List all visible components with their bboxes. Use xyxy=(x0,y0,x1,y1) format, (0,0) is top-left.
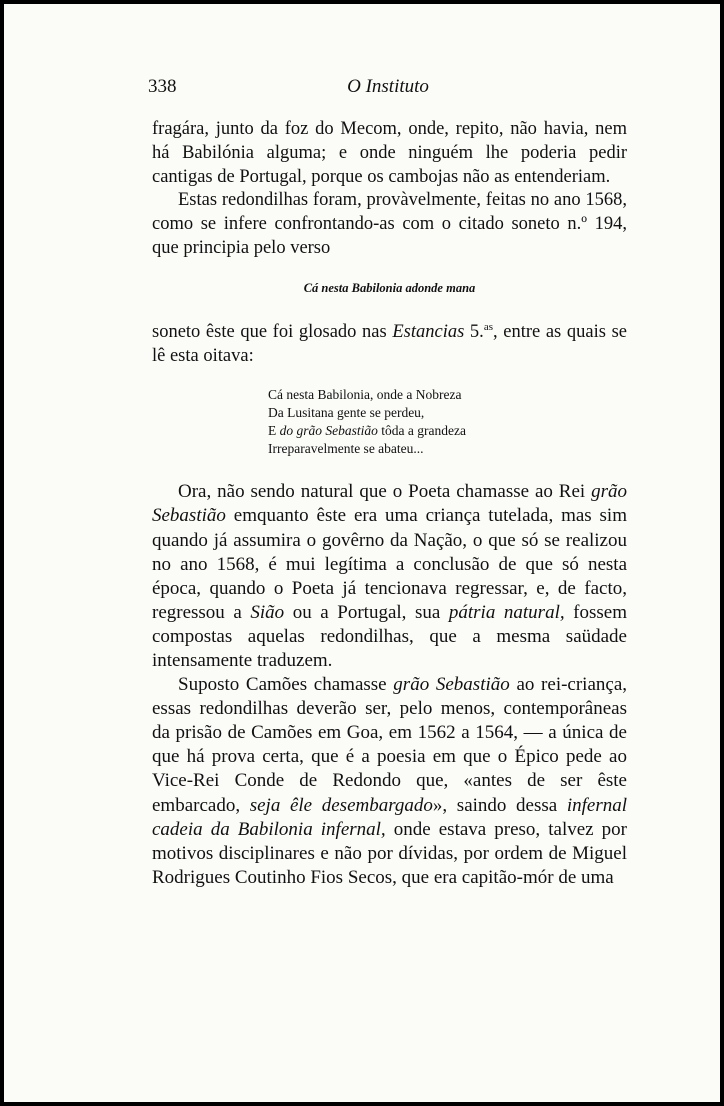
running-title: O Instituto xyxy=(347,76,429,97)
stanza-line: Cá nesta Babilonia, onde a Nobreza xyxy=(268,386,462,402)
page-number: 338 xyxy=(148,76,177,97)
paragraph-suposto: Suposto Camões chamasse grão Sebastião ao rei-criança, essas redondilhas deverão ser, pelo menos, contemporâneas da prisão de Camões em Goa, em 1562 a 1564, — a única de que há prova certa, que é a poesia em que o Épico pede ao Vice-Rei Conde de Redondo que, «antes de ser êste embarcado, seja êle desembargado», saindo dessa infernal cadeia da Babilonia infernal, onde estava preso, talvez por motivos disciplinares e não por dívidas, por ordem de Miguel Rodrigues Coutinho Fios Secos, que era capitão-mór de uma xyxy=(152,674,628,888)
page-header xyxy=(148,76,628,106)
text-block-second xyxy=(152,480,627,890)
superscript-as: as xyxy=(483,320,493,333)
paragraph-redondilhas: Estas redondilhas foram, provàvelmente, feitas no ano 1568, como se infere confrontando-as com o citado soneto n.º 194, que principia pelo verso xyxy=(152,190,627,258)
paragraph-continuation: fragára, junto da foz do Mecom, onde, repito, não havia, nem há Babilónia alguma; e onde ninguém lhe poderia pedir cantigas de Portugal, porque os cambojas não as entenderiam. xyxy=(152,119,627,187)
paragraph-soneto: soneto êste que foi glosado nas Estancias 5.$^{as}$, entre as quais se lê esta oitava: xyxy=(152,320,627,366)
quoted-verse: Cá nesta Babilonia adonde mana xyxy=(303,280,476,295)
stanza-oitava xyxy=(268,386,627,459)
book-page xyxy=(4,4,720,1102)
stanza-line: E do grão Sebastião tôda a grandeza xyxy=(268,422,466,438)
italic-estancias: Estancias xyxy=(392,321,465,342)
paragraph-ora: Ora, não sendo natural que o Poeta chamasse ao Rei grão Sebastião emquanto êste era uma criança tutelada, mas sim quando já assumira o govêrno da Nação, o que só se realizou no ano 1568, é mui legítima a conclusão de que só nesta época, quando o Poeta já tencionava regressar, e, de facto, regressou a Sião ou a Portugal, sua pátria natural, fossem compostas aquelas redondilhas, que a mesma saüdade intensamente traduzem. xyxy=(152,481,627,671)
body-text xyxy=(152,118,627,890)
stanza-line: Da Lusitana gente se perdeu, xyxy=(268,404,425,420)
stanza-line: Irreparavelmente se abateu... xyxy=(268,441,424,457)
